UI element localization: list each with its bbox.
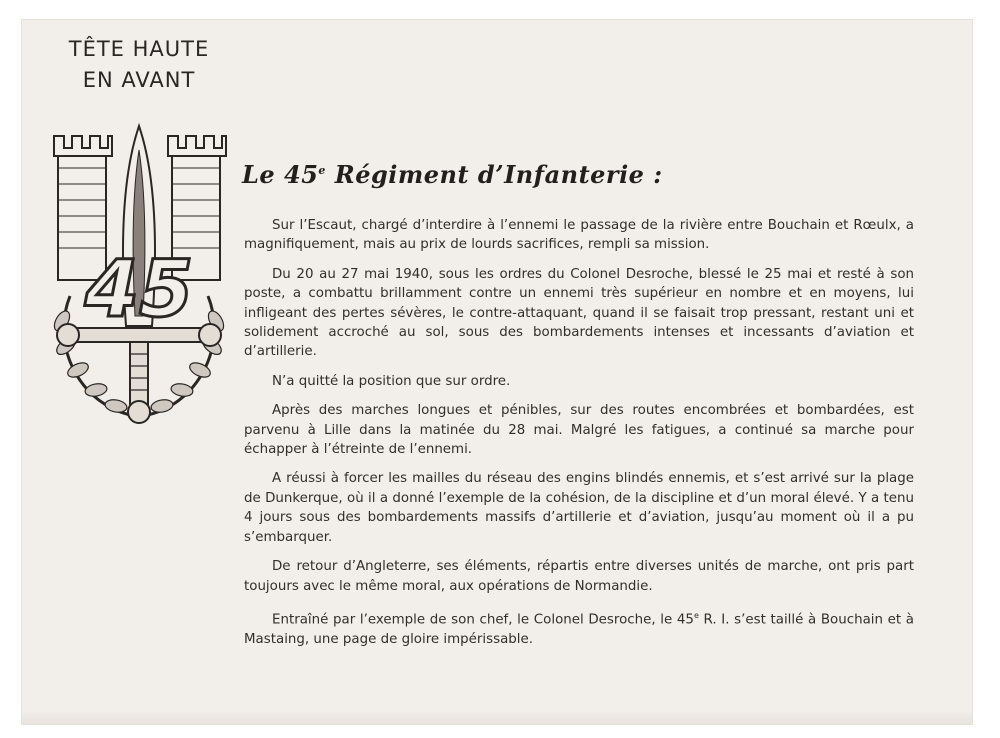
paragraph: N’a quitté la position que sur ordre. [272, 373, 511, 389]
motto-line-1: TÊTE HAUTE [68, 37, 210, 61]
paragraph: A réussi à forcer les mailles du réseau des engins blindés ennemis, et s’est arrivé sur la plage de Dunkerque, où il a donné l’exemple de la cohésion, de la discipline et d’un moral élevé. Y a tenu 4 jours sous des bombardements massifs d’artillerie et d’aviation, jusqu’au moment où il a pu s’embarquer. [244, 471, 914, 545]
insignia-number: 45 [84, 245, 194, 335]
paragraph: Du 20 au 27 mai 1940, sous les ordres du Colonel Desroche, blessé le 25 mai et resté à son poste, a combattu brillamment contre un ennemi très supérieur en nombre et en moyens, lui infligeant des pertes sévères, le contre-attaquant, quand il se faisait trop pressant, restant uni et solidement accroché au sol, sous des bombardements intenses et incessants d’aviation et d’artillerie. [244, 266, 914, 360]
paragraph: De retour d’Angleterre, ses éléments, répartis entre diverses unités de marche, ont pris part toujours avec le même moral, aux opérations de Normandie. [244, 559, 914, 594]
paragraph: Après des marches longues et pénibles, sur des routes encombrées et bombardées, est parvenu à Lille dans la matinée du 28 mai. Malgré les fatigues, a continué sa marche pour échapper à l’étreinte de l’ennemi. [244, 403, 914, 458]
page-title: Le 45e Régiment d’Infanterie : [242, 160, 663, 189]
postcard [22, 20, 972, 724]
paragraph-final: Entraîné par l’exemple de son chef, le Colonel Desroche, le 45e R. I. s’est taillé à Bouchain et à Mastaing, une page de gloire impérissable. [244, 610, 914, 647]
citation-text [244, 216, 914, 659]
regiment-insignia [40, 106, 250, 424]
paragraph: Sur l’Escaut, chargé d’interdire à l’ennemi le passage de la rivière entre Bouchain et Rœulx, a magnifiquement, mais au prix de lourds sacrifices, rempli sa mission. [244, 218, 914, 253]
motto [54, 34, 224, 96]
motto-line-2: EN AVANT [82, 68, 196, 92]
